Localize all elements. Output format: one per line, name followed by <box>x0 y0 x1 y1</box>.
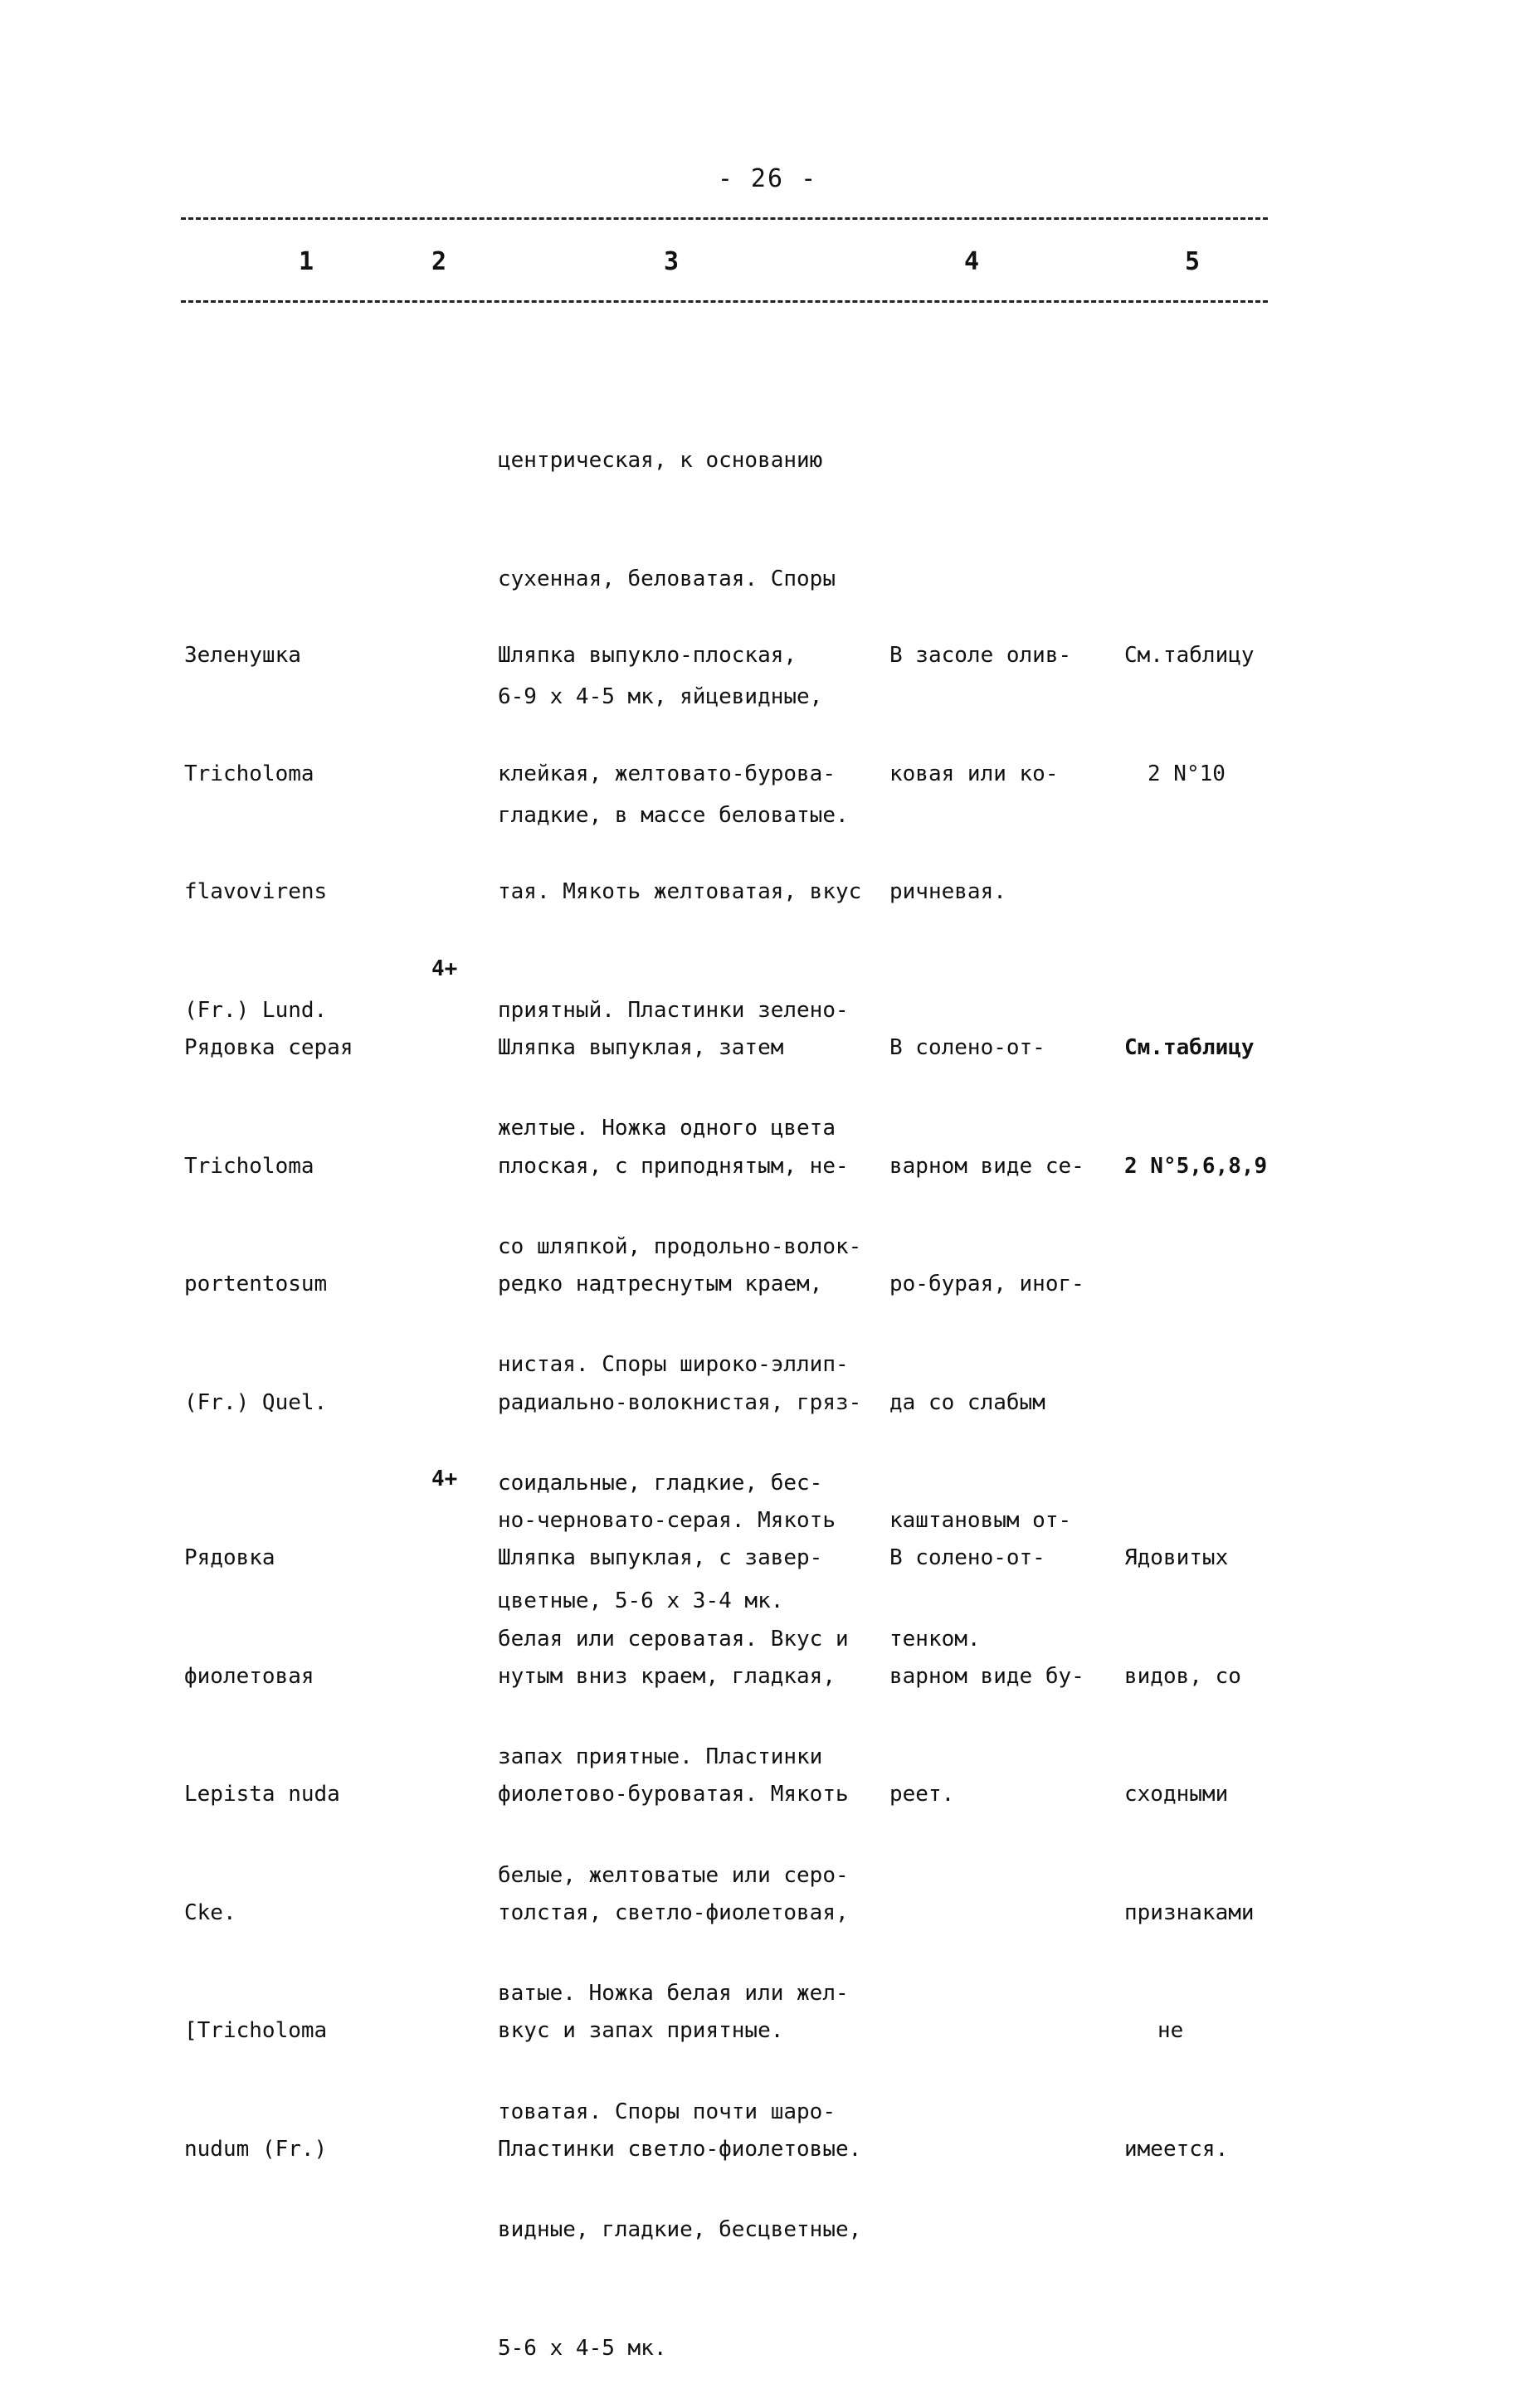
text-line: фиолетовая <box>184 1663 314 1689</box>
text-line: соидальные, гладкие, бес- <box>498 1470 823 1496</box>
row-3-salted <box>889 1460 1084 1854</box>
text-line: portentosum <box>184 1272 328 1296</box>
text-line: но-черновато-серая. Мякоть <box>498 1508 836 1533</box>
text-line: фиолетово-буроватая. Мякоть <box>498 1782 849 1807</box>
text-line: плоская, с приподнятым, не- <box>498 1153 849 1179</box>
text-line: Рядовка <box>184 1545 275 1570</box>
text-line: 6-9 x 4-5 мк, яйцевидные, <box>498 684 823 709</box>
text-line: тая. Мякоть желтоватая, вкус <box>498 879 862 904</box>
row-2-reference <box>1124 950 1267 1226</box>
text-line: нистая. Споры широко-эллип- <box>498 1352 849 1377</box>
text-line: варном виде бу- <box>889 1663 1084 1689</box>
row-1-reference <box>1124 557 1255 834</box>
text-line: редко надтреснутым краем, <box>498 1272 823 1296</box>
row-2-mark: 4+ <box>431 956 458 981</box>
text-line: ватые. Ножка белая или жел- <box>498 1981 849 2006</box>
text-line: каштановым от- <box>889 1508 1072 1533</box>
text-line: 2 N°10 <box>1148 761 1226 786</box>
column-number-2: 2 <box>431 247 447 276</box>
text-line: белая или сероватая. Вкус и <box>498 1626 849 1652</box>
row-3-mark: 4+ <box>431 1467 458 1491</box>
text-line: Пластинки светло-фиолетовые. <box>498 2136 862 2162</box>
row-1-salted <box>889 557 1071 951</box>
column-number-3: 3 <box>664 247 680 276</box>
text-line: В солено-от- <box>889 1035 1045 1060</box>
page-number: - 26 - <box>717 164 818 193</box>
text-line: имеется. <box>1124 2136 1229 2162</box>
text-line: да со слабым <box>889 1389 1045 1415</box>
text-line: реет. <box>889 1782 955 1807</box>
text-line: центрическая, к основанию <box>498 448 823 473</box>
text-line: белые, желтоватые или серо- <box>498 1862 849 1888</box>
text-line: Cke. <box>184 1900 236 1925</box>
text-line: гладкие, в массе беловатые. <box>498 802 849 828</box>
text-line: Ядовитых <box>1124 1545 1229 1570</box>
row-2-name <box>184 950 353 1462</box>
text-line: Tricholoma <box>184 1153 314 1179</box>
text-line: радиально-волокнистая, гряз- <box>498 1389 862 1415</box>
text-line: Зеленушка <box>184 643 301 668</box>
text-line: признаками <box>1124 1900 1255 1925</box>
table-top-rule <box>181 217 1268 220</box>
row-3-name <box>184 1460 340 2209</box>
text-line: 5-6 x 4-5 мк. <box>498 2335 667 2361</box>
column-number-5: 5 <box>1185 247 1201 276</box>
text-line: nudum (Fr.) <box>184 2136 328 2162</box>
text-line: Шляпка выпуклая, затем <box>498 1035 784 1060</box>
text-line: товатая. Споры почти шаро- <box>498 2099 836 2124</box>
text-line: Lepista nuda <box>184 1782 340 1807</box>
column-number-1: 1 <box>299 247 314 276</box>
text-line: ричневая. <box>889 879 1006 904</box>
text-line: В солено-от- <box>889 1545 1045 1570</box>
row-3-reference <box>1124 1460 1255 2209</box>
text-line: Шляпка выпуклая, с завер- <box>498 1545 823 1570</box>
text-line: См.таблицу <box>1124 643 1255 668</box>
text-line: нутым вниз краем, гладкая, <box>498 1663 836 1689</box>
text-line: видов, со <box>1124 1663 1241 1689</box>
text-line: сухенная, беловатая. Споры <box>498 566 836 591</box>
text-line: ро-бурая, иног- <box>889 1272 1084 1296</box>
text-line: цветные, 5-6 x 3-4 мк. <box>498 1588 784 1613</box>
text-line: Шляпка выпукло-плоская, <box>498 643 797 668</box>
text-line: flavovirens <box>184 879 328 904</box>
text-line: (Fr.) Quel. <box>184 1389 328 1415</box>
text-line: В засоле олив- <box>889 643 1072 668</box>
text-line: Рядовка серая <box>184 1035 353 1060</box>
text-line: 2 N°5,6,8,9 <box>1124 1153 1268 1179</box>
text-line: не <box>1157 2018 1184 2043</box>
text-line: Tricholoma <box>184 761 314 786</box>
text-line: приятный. Пластинки зелено- <box>498 997 849 1023</box>
table-header-rule <box>181 300 1268 303</box>
text-line: См.таблицу <box>1124 1035 1255 1060</box>
text-line: ковая или ко- <box>889 761 1059 786</box>
text-line: видные, гладкие, бесцветные, <box>498 2217 862 2242</box>
text-line: сходными <box>1124 1782 1229 1807</box>
text-line: (Fr.) Lund. <box>184 997 328 1023</box>
text-line: толстая, светло-фиолетовая, <box>498 1900 849 1925</box>
text-line: тенком. <box>889 1626 981 1652</box>
row-3-description <box>498 1460 863 2209</box>
text-line: вкус и запах приятные. <box>498 2018 784 2043</box>
text-line: клейкая, желтовато-бурова- <box>498 761 836 786</box>
text-line: со шляпкой, продольно-волок- <box>498 1233 862 1259</box>
text-line: желтые. Ножка одного цвета <box>498 1116 836 1141</box>
text-line: запах приятные. Пластинки <box>498 1744 823 1769</box>
text-line: [Tricholoma <box>184 2018 328 2043</box>
column-number-4: 4 <box>964 247 980 276</box>
text-line: варном виде се- <box>889 1153 1084 1179</box>
